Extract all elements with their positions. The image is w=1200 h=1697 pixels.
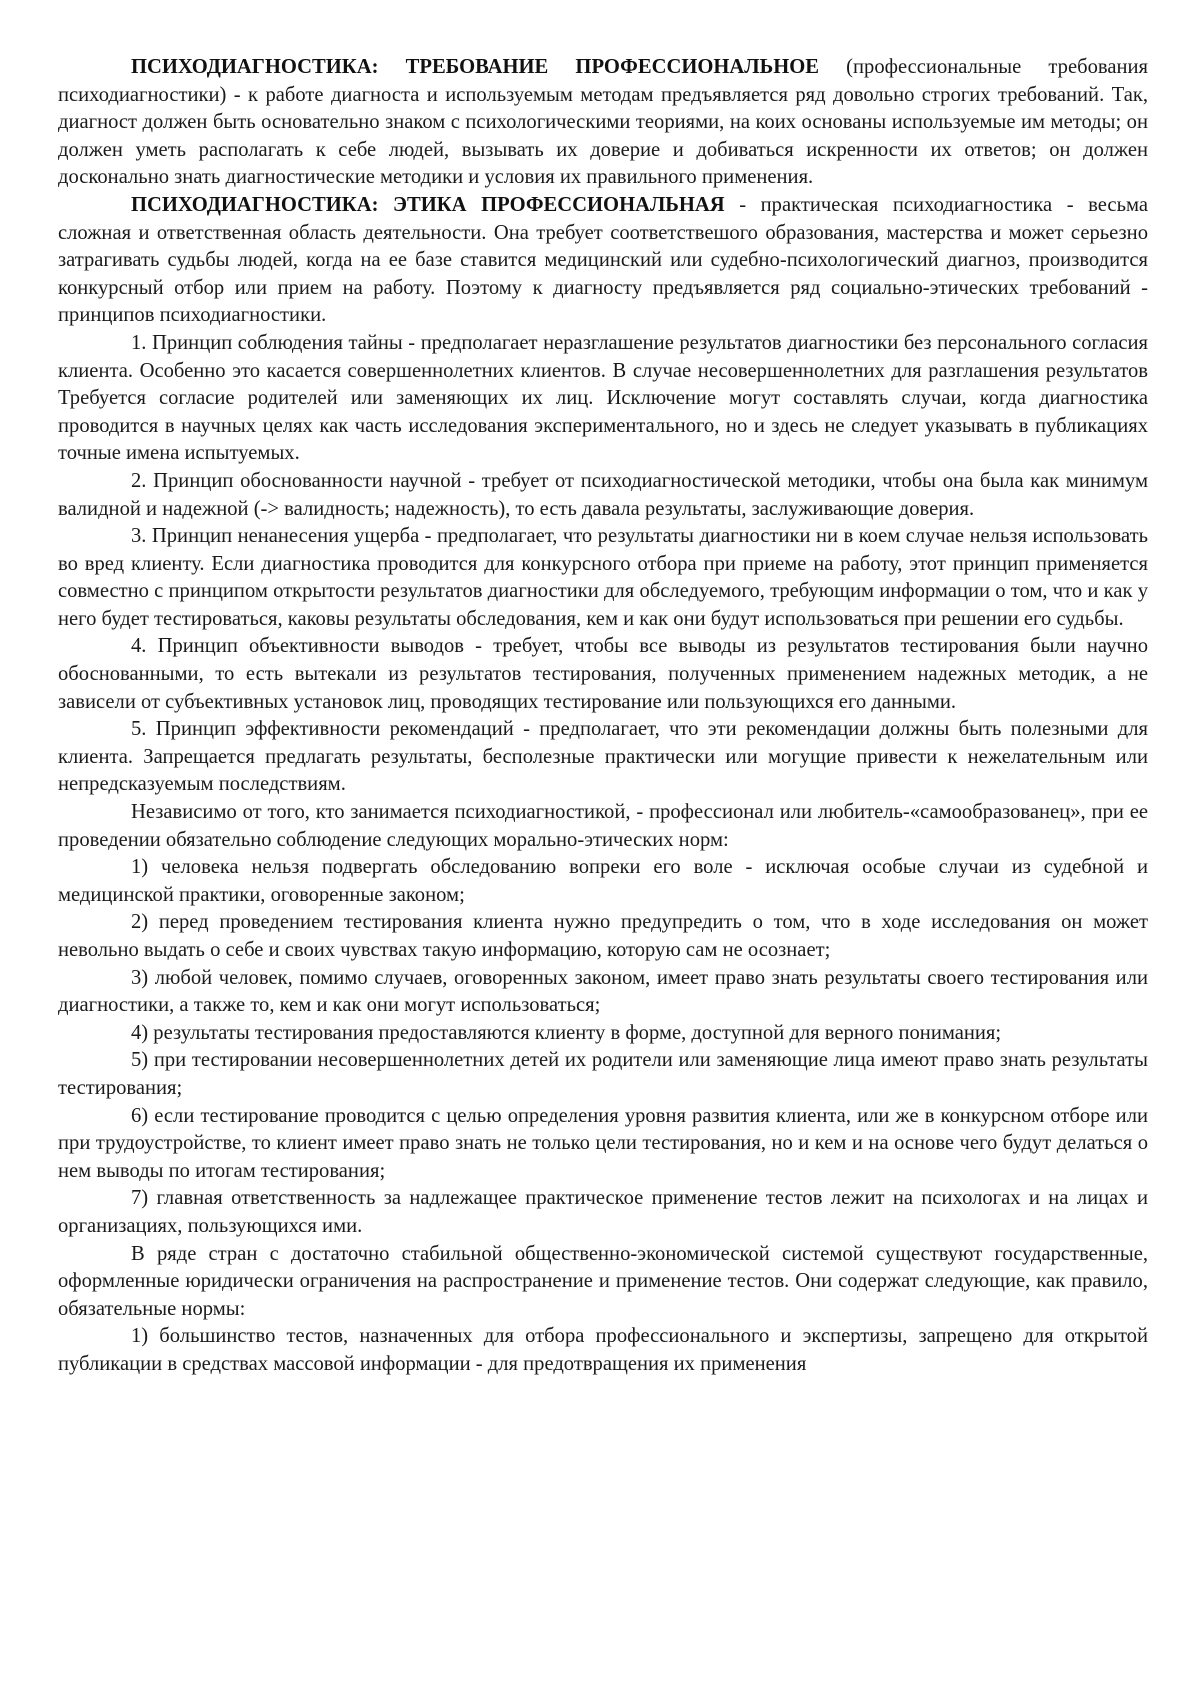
principle-3: 3. Принцип ненанесения ущерба - предполагает, что результаты диагностики ни в коем случае нельзя использовать во вред клиенту. Если диагностика проводится для конкурсного отбора при приеме на работу, этот принцип применяется совместно с принципом открытости результатов диагностики для обследуемого, требующим информации о том, что и как у него будет тестироваться, каковы результаты обследования, кем и как они будут использоваться при решении его судьбы. <box>58 525 1148 630</box>
norm-2: 2) перед проведением тестирования клиента нужно предупредить о том, что в ходе исследования он может невольно выдать о себе и своих чувствах такую информацию, которую сам не осознает; <box>58 911 1148 961</box>
term-body: (профессиональные требования психодиагностики) - к работе диагноста и используемым методам предъявляется ряд довольно строгих требований. Так, диагност должен быть основательно знаком с психологическими теориями, на коих основаны используемые им методы; он должен уметь располагать к себе людей, вызывать их доверие и добиваться искренности их ответов; он должен досконально знать диагностические методики и условия их правильного применения. <box>58 56 1148 189</box>
principle-2: 2. Принцип обоснованности научной - требует от психодиагностической методики, чтобы она была как минимум валидной и надежной (-> валидность; надежность), то есть давала результаты, заслуживающие доверия. <box>58 469 1148 520</box>
norm-1: 1) человека нельзя подвергать обследованию вопреки его воле - исключая особые случаи из судебной и медицинской практики, оговоренные законом; <box>58 856 1148 906</box>
term-body: - практическая психодиагностика - весьма сложная и ответственная область деятельности. Она требует соответствешого образования, мастерства и может серьезно затрагивать судьбы людей, когда на ее базе ставится медицинский или судебно-психологический диагноз, производится конкурсный отбор или прием на работу. Поэтому к диагносту предъявляется ряд социально-этических требований - принципов психодиагностики. <box>58 193 1148 327</box>
principle-1: 1. Принцип соблюдения тайны - предполагает неразглашение результатов диагностики без персонального согласия клиента. Особенно это касается совершеннолетних клиентов. В случае несовершеннолетних для разглашения результатов Требуется согласие родителей или заменяющих их лиц. Исключение могут составлять случаи, когда диагностика проводится в научных целях как часть исследования экспериментального, но и здесь не следует указывать в публикациях точные имена испытуемых. <box>58 331 1148 465</box>
paragraph-professional-requirements <box>58 54 1148 192</box>
norm-6: 6) если тестирование проводится с целью определения уровня развития клиента, или же в конкурсном отборе или при трудоустройстве, то клиент имеет право знать не только цели тестирования, но и кем и на основе чего будут делаться о нем выводы по итогам тестирования; <box>58 1104 1148 1182</box>
term-heading: ПСИХОДИАГНОСТИКА: ЭТИКА ПРОФЕССИОНАЛЬНАЯ <box>131 193 725 216</box>
state-norms-intro: В ряде стран с достаточно стабильной общественно-экономической системой существуют государственные, оформленные юридически ограничения на распространение и применение тестов. Они содержат следующие, как правило, обязательные нормы: <box>58 1242 1148 1320</box>
state-norm-1: 1) большинство тестов, назначенных для отбора профессионального и экспертизы, запрещено для открытой публикации в средствах массовой информации - для предотвращения их применения <box>58 1325 1148 1375</box>
norms-intro: Независимо от того, кто занимается психодиагностикой, - профессионал или любитель-«самообразованец», при ее проведении обязательно соблюдение следующих морально-этических норм: <box>58 801 1148 851</box>
paragraph-professional-ethics <box>58 192 1148 330</box>
norm-5: 5) при тестировании несовершеннолетних детей их родители или заменяющие лица имеют право знать результаты тестирования; <box>58 1049 1148 1099</box>
term-heading: ПСИХОДИАГНОСТИКА: ТРЕБОВАНИЕ ПРОФЕССИОНАЛЬНОЕ <box>131 56 820 78</box>
principle-4: 4. Принцип объективности выводов - требует, чтобы все выводы из результатов тестирования были научно обоснованными, то есть вытекали из результатов тестирования, полученных применением надежных методик, а не зависели от субъективных установок лиц, проводящих тестирование или пользующихся его данными. <box>58 635 1148 713</box>
norm-4: 4) результаты тестирования предоставляются клиенту в форме, доступной для верного понимания; <box>131 1021 1002 1044</box>
principle-5: 5. Принцип эффективности рекомендаций - предполагает, что эти рекомендации должны быть полезными для клиента. Запрещается предлагать результаты, бесполезные практически или могущие привести к нежелательным или непредсказуемым последствиям. <box>58 718 1148 796</box>
document-page <box>58 54 1148 1379</box>
norm-7: 7) главная ответственность за надлежащее практическое применение тестов лежит на психологах и на лицах и организациях, пользующихся ими. <box>58 1187 1148 1237</box>
norm-3: 3) любой человек, помимо случаев, оговоренных законом, имеет право знать результаты своего тестирования или диагностики, а также то, кем и как они могут использоваться; <box>58 966 1148 1017</box>
